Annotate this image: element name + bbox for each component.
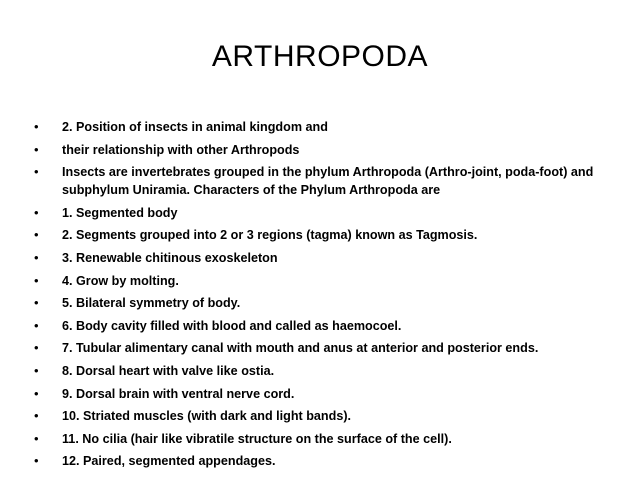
- bullet-text: 9. Dorsal brain with ventral nerve cord.: [62, 386, 295, 401]
- bullet-item: [34, 249, 604, 267]
- bullet-text: 6. Body cavity filled with blood and called as haemocoel.: [62, 318, 402, 333]
- bullet-icon: •: [34, 362, 39, 378]
- bullet-list: [34, 118, 604, 475]
- bullet-text: 1. Segmented body: [62, 205, 178, 220]
- bullet-text: 5. Bilateral symmetry of body.: [62, 296, 241, 311]
- bullet-text: 12. Paired, segmented appendages.: [62, 454, 276, 469]
- bullet-icon: •: [34, 295, 39, 311]
- bullet-text: 2. Position of insects in animal kingdom and: [62, 120, 328, 134]
- bullet-item: [34, 294, 604, 312]
- bullet-icon: •: [34, 249, 39, 265]
- bullet-item: [34, 452, 604, 470]
- bullet-item: [34, 430, 604, 448]
- bullet-icon: •: [34, 453, 39, 469]
- bullet-icon: •: [34, 227, 39, 243]
- slide-title: ARTHROPODA: [211, 40, 429, 73]
- bullet-text: 10. Striated muscles (with dark and light bands).: [62, 409, 352, 424]
- bullet-item: [34, 339, 604, 357]
- bullet-text: 11. No cilia (hair like vibratile structure on the surface of the cell).: [62, 431, 452, 446]
- bullet-text: 3. Renewable chitinous exoskeleton: [62, 250, 278, 265]
- bullet-item: [34, 407, 604, 425]
- bullet-icon: •: [34, 317, 39, 333]
- bullet-item: [34, 118, 604, 136]
- bullet-icon: •: [34, 141, 39, 157]
- bullet-icon: •: [34, 164, 39, 180]
- bullet-icon: •: [34, 408, 39, 424]
- bullet-text: 8. Dorsal heart with valve like ostia.: [62, 363, 275, 378]
- bullet-icon: •: [34, 119, 39, 134]
- bullet-text: 7. Tubular alimentary canal with mouth and anus at anterior and posterior ends.: [62, 341, 539, 356]
- bullet-icon: •: [34, 204, 39, 220]
- bullet-icon: •: [34, 272, 39, 288]
- bullet-item: [34, 272, 604, 290]
- bullet-text: their relationship with other Arthropods: [62, 142, 300, 157]
- bullet-item: [34, 362, 604, 380]
- bullet-item: [34, 317, 604, 335]
- bullet-icon: •: [34, 385, 39, 401]
- bullet-text: 4. Grow by molting.: [62, 273, 179, 288]
- bullet-item: [34, 141, 604, 159]
- bullet-item: [34, 163, 604, 199]
- bullet-item: [34, 204, 604, 222]
- bullet-text: 2. Segments grouped into 2 or 3 regions (tagma) known as Tagmosis.: [62, 228, 478, 243]
- bullet-item: [34, 385, 604, 403]
- bullet-icon: •: [34, 430, 39, 446]
- bullet-icon: •: [34, 340, 39, 356]
- bullet-text: Insects are invertebrates grouped in the phylum Arthropoda (Arthro-joint, poda-foot) and subphylum Uniramia. Characters of the Phylum Arthropoda are: [62, 165, 594, 198]
- bullet-item: [34, 226, 604, 244]
